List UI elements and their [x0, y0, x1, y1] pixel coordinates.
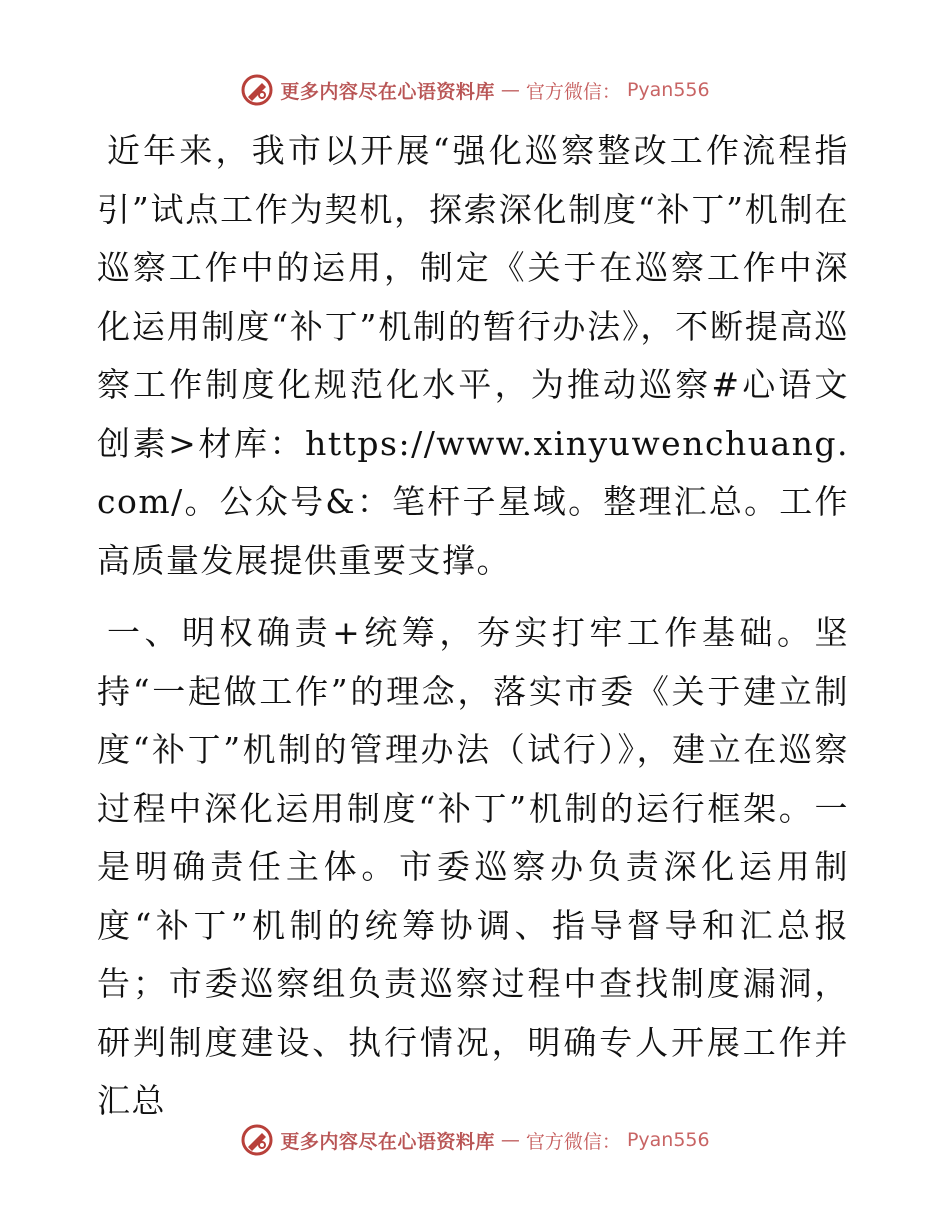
- banner-main-text: 更多内容尽在心语资料库: [280, 1130, 495, 1153]
- paragraph-intro: [97, 122, 849, 590]
- paragraph-intro-text: 近年来，我市以开展“强化巡察整改工作流程指引”试点工作为契机，探索深化制度“补丁”机制在巡察工作中的运用，制定《关于在巡察工作中深化运用制度“补丁”机制的暂行办法》，不断提高巡察工作制度化规范化水平，为推动巡察#心语文创素>材库：https://www.xinyuwenchuang.com/。公众号&：笔杆子星域。整理汇总。工作高质量发展提供重要支撑。: [97, 131, 849, 580]
- section-one-text: 坚持“一起做工作”的理念，落实市委《关于建立制度“补丁”机制的管理办法（试行）》，建立在巡察过程中深化运用制度“补丁”机制的运行框架。一是明确责任主体。市委巡察办负责深化运用制度“补丁”机制的统筹协调、指导督导和汇总报告；市委巡察组负责巡察过程中查找制度漏洞，研判制度建设、执行情况，明确专人开展工作并汇总: [97, 613, 849, 1120]
- banner-wechat-id: Pyan556: [626, 1129, 710, 1151]
- banner-wechat-label: 官方微信：: [525, 80, 621, 103]
- red-circle-pen-logo-icon: [240, 1123, 274, 1157]
- red-circle-pen-logo-icon: [240, 73, 274, 107]
- paragraph-section-one: [97, 604, 849, 1131]
- header-banner: [0, 70, 950, 110]
- banner-wechat-id: Pyan556: [626, 79, 710, 101]
- banner-separator: —: [500, 79, 520, 101]
- document-body: [97, 122, 849, 1131]
- banner-main-text: 更多内容尽在心语资料库: [280, 80, 495, 103]
- section-one-heading: 一、明权确责+统筹，夯实打牢工作基础。: [107, 613, 815, 652]
- footer-banner: [0, 1120, 950, 1160]
- banner-separator: —: [500, 1129, 520, 1151]
- banner-wechat-label: 官方微信：: [525, 1130, 621, 1153]
